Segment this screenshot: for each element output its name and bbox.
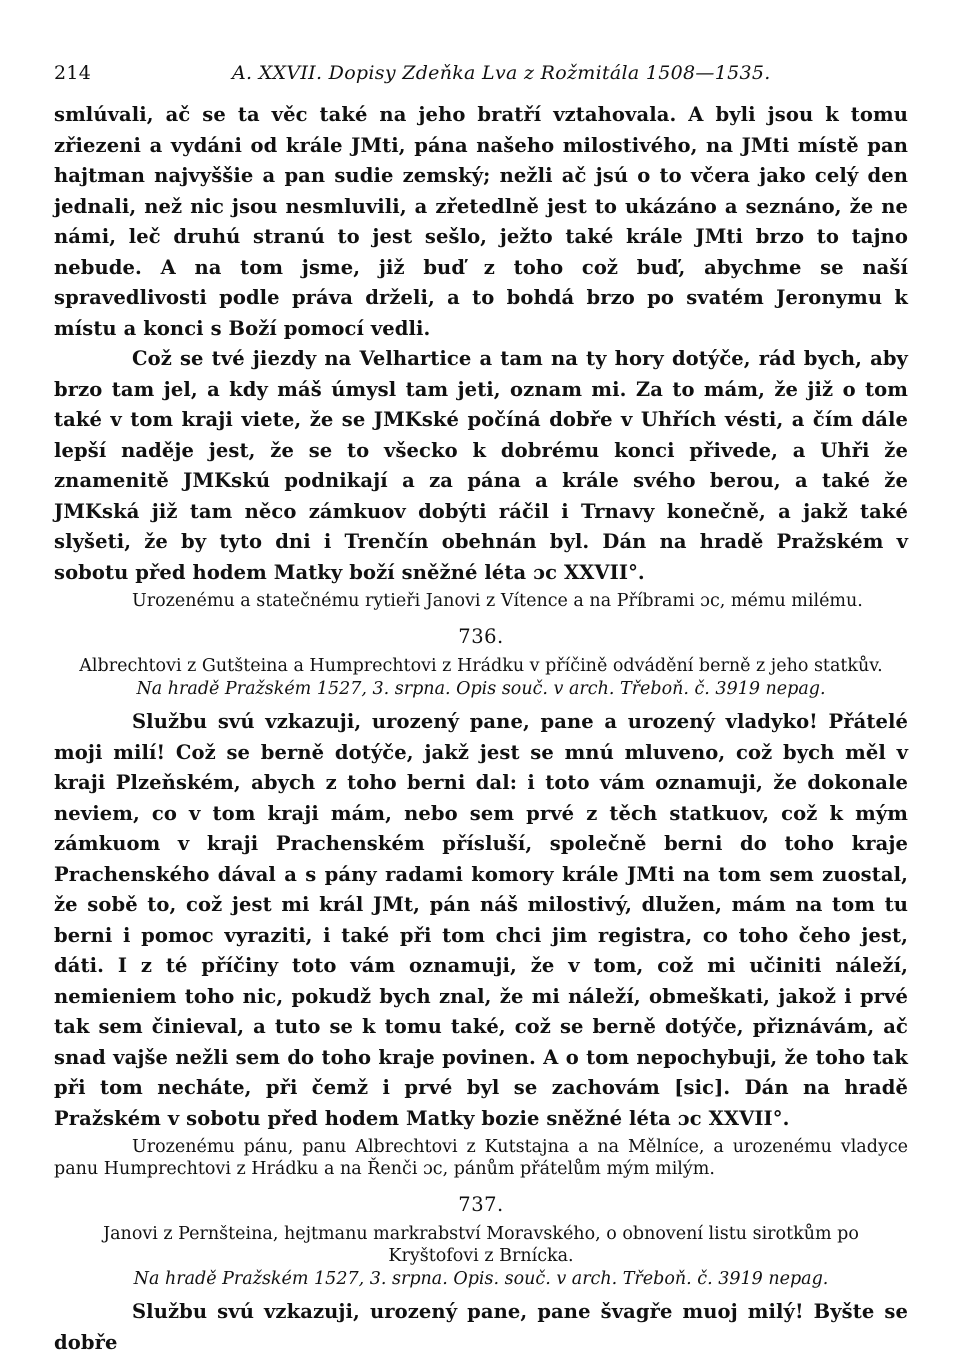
letter-735-paragraph-1: smlúvali, ač se ta věc také na jeho bratří vztahovala. A byli jsou k tomu zřiezeni a vydáni od krále JMti, pána našeho milostivého, na JMti místě pan hajtman najvyššie a pan sudie zemský; nežli ač jsú o to včera jako celý den jednali, než nic jsou nesmluvili, a zřetedlně jest to ukázáno a seznáno, že ne námi, leč druhú stranú to jest sešlo, ježto také krále JMti brzo to tajno nebude. A na tom jsme, již buď z toho což buď, abychme se naší spravedlivosti podle práva drželi, a to bohdá brzo po svatém Jeronymu k místu a konci s Boží pomocí vedli. — [54, 103, 908, 340]
document-page — [54, 62, 908, 1358]
letter-735-paragraph-2: Což se tvé jiezdy na Velhartice a tam na ty hory dotýče, rád bych, aby brzo tam jel, a kdy máš úmysl tam jeti, oznam mi. Za to mám, že již o tom také v tom kraji viete, že se JMKské počíná dobře v Uhřích vésti, a čím dále lepší naděje jest, že se to všecko k dobrému konci přivede, a Uhři že znamenitě JMKskú podnikají a za pána a krále svého berou, a také že JMKská již tam něco zámkuov dobýti ráčil i Trnavy konečně, a jakž také slyšeti, že by tyto dni i Trenčín obehnán byl. Dán na hradě Pražském v sobotu před hodem Matky boží sněžné léta ɔc XXVII°. — [54, 347, 908, 584]
letter-736-source: Na hradě Pražském 1527, 3. srpna. Opis souč. v arch. Třeboň. č. 3919 nepag. — [136, 679, 826, 699]
letter-736-body: Službu svú vzkazuji, urozený pane, pane a urozený vladyko! Přátelé moji milí! Což se berně dotýče, jakž jest se mnú mluveno, což bych měl v kraji Plzeňském, abych z toho berni dal: i toto vám oznamuji, že dokonale neviem, co v tom kraji mám, nebo sem prvé z těch statkuov, což k mým zámkuom v kraji Prachenském přísluší, společně berni do toho kraje Prachenského dával a s pány radami komory krále JMti na tom sem zuostal, že sobě to, což jest mi král JMt, pán náš milostivý, dlužen, mám na tom tu berni i pomoc vyraziti, i také při tom chci jim registra, co toho čeho jest, dáti. I z té příčiny toto vám oznamuji, že v tom, což mi učiniti náleží, nemieniem toho nic, pokudž bych znal, že mi náleží, obmeškati, jakož i prvé tak sem činieval, a tuto se k tomu také, což se berně dotýče, přiznávám, ač snad vajše nežli sem do toho kraje povinen. A o tom nepochybuji, že toho tak při tom necháte, při čemž i prvé byl se zachovám [sic]. Dán na hradě Pražském v sobotu před hodem Matky bozie sněžné léta ɔc XXVII°. — [54, 710, 908, 1130]
letter-736-summary: Albrechtovi z Gutšteina a Humprechtovi z Hrádku v příčině odvádění berně z jeho statkův. — [79, 656, 883, 676]
letter-737-body: Službu svú vzkazuji, urozený pane, pane švagře muoj milý! Byšte se dobře — [54, 1300, 908, 1354]
letter-735-address: Urozenému a statečnému rytieři Janovi z Vítence a na Příbrami ɔc, mému milému. — [132, 591, 863, 611]
page-header — [54, 62, 908, 100]
letter-736-number: 736. — [458, 625, 504, 648]
letter-737-summary: Janovi z Pernšteina, hejtmanu markrabství Moravského, o obnovení listu sirotkům po Kryštofovi z Brnícka. — [103, 1224, 859, 1266]
letter-736-address: Urozenému pánu, panu Albrechtovi z Kutstajna a na Mělníce, a urozenému vladyce panu Humprechtovi z Hrádku a na Řenči ɔc, pánům přátelům mým milým. — [54, 1137, 908, 1179]
running-head: A. XXVII. Dopisy Zdeňka Lva z Rožmitála 1508—1535. — [232, 62, 771, 84]
page-number: 214 — [54, 62, 92, 84]
letter-737-source: Na hradě Pražském 1527, 3. srpna. Opis. souč. v arch. Třeboň. č. 3919 nepag. — [133, 1269, 829, 1289]
letter-737-number: 737. — [458, 1193, 504, 1216]
